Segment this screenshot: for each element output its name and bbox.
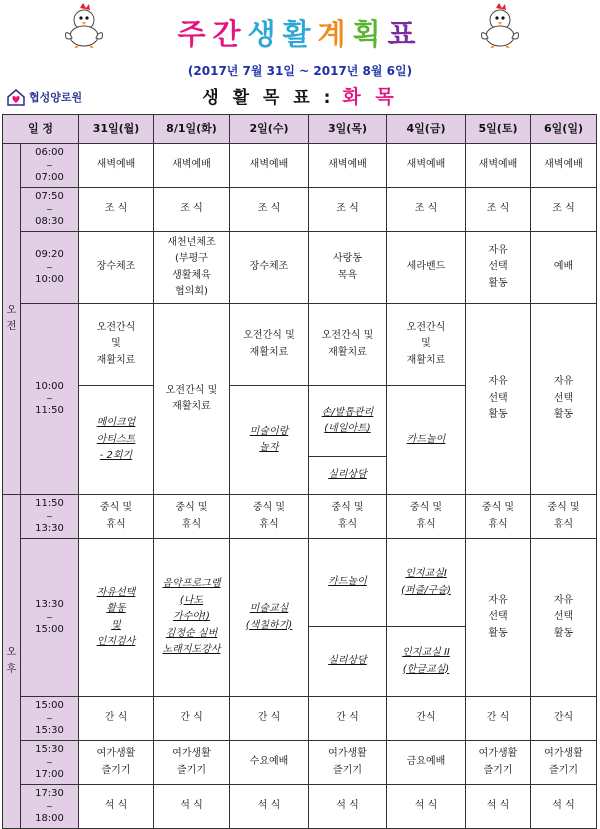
- title-char: 계: [317, 17, 353, 51]
- cell-line: 장수체조: [249, 261, 289, 273]
- activity-cell: 새벽예배: [387, 144, 466, 188]
- cell-line: 휴식: [553, 518, 574, 530]
- time-start: 07:50: [35, 191, 64, 202]
- page-title: [0, 12, 600, 53]
- activity-cell: 새벽예배: [466, 144, 531, 188]
- activity-cell: [309, 741, 387, 785]
- activity-cell: [466, 495, 531, 539]
- cell-line: 즐기기: [177, 764, 206, 776]
- activity-cell: 간 식: [79, 697, 154, 741]
- time-start: 15:00: [35, 700, 64, 711]
- time-slot: [21, 697, 79, 741]
- schedule-table: [2, 114, 597, 829]
- cell-line: 선택: [553, 611, 574, 623]
- cell-line: (부평구: [175, 253, 208, 264]
- cell-line: 장수체조: [96, 261, 136, 273]
- activity-cell: [154, 741, 230, 785]
- cell-line: 중식 및: [175, 502, 208, 513]
- time-sep: ~: [46, 757, 53, 767]
- cell-line: 휴식: [337, 518, 358, 530]
- activity-cell: [79, 304, 154, 386]
- time-slot: [21, 741, 79, 785]
- schedule-row: [3, 188, 597, 232]
- cell-line: 미술교실: [249, 603, 289, 614]
- cell-line: 오전간식 및: [321, 330, 374, 341]
- cell-line: 재활치료: [249, 346, 289, 358]
- cell-line: 즐기기: [549, 764, 578, 776]
- cell-line: 카드놀이: [328, 576, 367, 588]
- cell-line: 자유: [553, 376, 574, 388]
- activity-cell: 새벽예배: [79, 144, 154, 188]
- cell-line: 여가생활: [172, 748, 211, 759]
- cell-line: 휴식: [488, 518, 508, 530]
- cell-line: 즐기기: [333, 764, 362, 776]
- activity-cell: [531, 304, 597, 495]
- cell-line: 카드놀이: [406, 433, 446, 445]
- cell-line: 및: [111, 338, 121, 350]
- cell-line: 중식 및: [331, 502, 364, 513]
- activity-cell: 간 식: [466, 697, 531, 741]
- activity-cell: [531, 539, 597, 697]
- cell-line: 자유선택: [96, 586, 136, 598]
- time-end: 17:00: [35, 768, 64, 780]
- cell-line: 오전간식: [96, 321, 136, 333]
- cell-line: 오전간식: [406, 321, 446, 333]
- activity-cell: 간식: [531, 697, 597, 741]
- cell-line: 인지교실 II: [402, 647, 450, 658]
- time-sep: ~: [46, 511, 53, 521]
- cell-line: 휴식: [106, 518, 126, 530]
- title-char: 활: [282, 17, 318, 51]
- cell-line: 중식 및: [99, 502, 133, 513]
- program-cell: [309, 627, 387, 697]
- activity-cell: 석 식: [466, 785, 531, 829]
- cell-line: (한글교실): [402, 663, 450, 675]
- activity-cell: 새벽예배: [309, 144, 387, 188]
- schedule-row: [3, 304, 597, 386]
- activity-cell: 석 식: [531, 785, 597, 829]
- activity-cell: 간 식: [154, 697, 230, 741]
- program-cell: [387, 386, 466, 495]
- time-slot: [21, 304, 79, 495]
- time-end: 15:00: [35, 623, 64, 635]
- activity-cell: 새벽예배: [154, 144, 230, 188]
- activity-cell: [154, 304, 230, 495]
- cell-line: 활동: [106, 603, 126, 614]
- program-cell: [79, 539, 154, 697]
- cell-line: (색칠하기): [245, 619, 293, 631]
- schedule-row: [3, 495, 597, 539]
- cell-line: 금요예배: [406, 756, 446, 768]
- time-end: 11:50: [35, 405, 64, 416]
- cell-line: - 2회기: [99, 450, 133, 462]
- cell-line: 자유: [488, 594, 508, 606]
- activity-cell: 새벽예배: [230, 144, 309, 188]
- cell-line: 휴식: [181, 518, 202, 530]
- activity-cell: [466, 232, 531, 304]
- activity-cell: 간 식: [309, 697, 387, 741]
- activity-cell: [230, 495, 309, 539]
- schedule-header: 일 정: [3, 115, 79, 144]
- title-char: 생: [247, 17, 283, 51]
- day-header: 2일(수): [230, 115, 309, 144]
- title-char: 간: [212, 17, 248, 51]
- time-slot: [21, 232, 79, 304]
- activity-cell: 석 식: [79, 785, 154, 829]
- activity-cell: [466, 539, 531, 697]
- activity-cell: [531, 495, 597, 539]
- activity-cell: [466, 741, 531, 785]
- cell-line: 자유: [553, 594, 574, 606]
- program-cell: [154, 539, 230, 697]
- org-name: 협성양로원: [29, 91, 83, 104]
- cell-line: (퍼즐/구슬): [401, 584, 451, 596]
- cell-line: 생활체육: [172, 269, 211, 281]
- cell-line: 여가생활: [96, 748, 136, 759]
- cell-line: 오전간식 및: [243, 330, 295, 341]
- cell-line: 즐기기: [483, 764, 513, 776]
- time-end: 10:00: [35, 273, 64, 285]
- activity-cell: [79, 495, 154, 539]
- cell-line: 음악프로그램: [162, 578, 221, 590]
- cell-line: 여가생활: [478, 748, 518, 759]
- activity-cell: 새벽예배: [531, 144, 597, 188]
- activity-cell: [309, 495, 387, 539]
- activity-cell: [230, 304, 309, 386]
- day-header: 3일(목): [309, 115, 387, 144]
- time-start: 10:00: [35, 380, 64, 392]
- time-sep: ~: [46, 394, 53, 403]
- cell-line: 활동: [553, 627, 574, 639]
- cell-line: 가수야!): [173, 611, 210, 623]
- cell-line: 재활치료: [172, 401, 211, 412]
- activity-cell: [154, 495, 230, 539]
- program-cell: [79, 386, 154, 495]
- cell-line: 선택: [488, 261, 508, 273]
- activity-cell: [79, 232, 154, 304]
- title-char: 주: [177, 17, 213, 51]
- activity-cell: 간 식: [230, 697, 309, 741]
- day-header: 6일(일): [531, 115, 597, 144]
- activity-cell: [387, 741, 466, 785]
- cell-line: 휴식: [416, 518, 436, 530]
- goal-label: 생 활 목 표 :: [202, 88, 335, 108]
- cell-line: 선택: [553, 392, 574, 404]
- cell-line: 활동: [488, 277, 508, 289]
- program-cell: [309, 539, 387, 627]
- time-start: 11:50: [35, 498, 64, 509]
- activity-cell: 간식: [387, 697, 466, 741]
- time-sep: ~: [46, 160, 53, 170]
- time-sep: ~: [46, 204, 53, 214]
- day-header: 8/1일(화): [154, 115, 230, 144]
- program-cell: [309, 457, 387, 495]
- cell-line: 오전간식 및: [165, 384, 218, 396]
- cell-line: 미술이랑: [249, 425, 289, 437]
- time-start: 17:30: [35, 788, 64, 799]
- cell-line: 예배: [553, 261, 574, 273]
- title-char: 획: [352, 17, 388, 51]
- activity-cell: [230, 741, 309, 785]
- cell-line: 사랑동: [333, 253, 362, 264]
- time-end: 08:30: [35, 215, 64, 227]
- time-end: 07:00: [35, 171, 64, 183]
- cell-line: 즐기기: [101, 764, 131, 776]
- cell-line: 재활치료: [96, 354, 136, 366]
- schedule-row: [3, 697, 597, 741]
- cell-line: 휴식: [259, 518, 279, 530]
- activity-cell: [531, 741, 597, 785]
- header-row: [3, 115, 597, 144]
- time-start: 09:20: [35, 249, 64, 260]
- time-end: 13:30: [35, 522, 64, 534]
- time-slot: [21, 188, 79, 232]
- cell-line: 실리상담: [328, 469, 367, 481]
- cell-line: 아티스트: [96, 433, 136, 445]
- activity-cell: [387, 304, 466, 386]
- cell-line: 중식 및: [547, 502, 580, 513]
- time-sep: ~: [46, 612, 53, 622]
- activity-cell: [230, 232, 309, 304]
- cell-line: 재활치료: [328, 346, 367, 358]
- time-slot: [21, 539, 79, 697]
- day-header: 5일(토): [466, 115, 531, 144]
- activity-cell: [387, 232, 466, 304]
- schedule-row: [3, 785, 597, 829]
- program-cell: [387, 539, 466, 627]
- activity-cell: [466, 304, 531, 495]
- cell-line: 인지교실I: [405, 568, 447, 579]
- schedule-period: (2017년 7월 31일 ~ 2017년 8월 6일): [187, 64, 413, 78]
- activity-cell: 석 식: [154, 785, 230, 829]
- time-end: 15:30: [35, 724, 64, 736]
- cell-line: 인지검사: [96, 636, 136, 647]
- cell-line: 실리상담: [328, 655, 367, 667]
- cell-line: 김정순 실버: [165, 627, 218, 639]
- day-header: 31일(월): [79, 115, 154, 144]
- program-cell: [309, 386, 387, 457]
- cell-line: 손/발톱관리: [321, 406, 374, 418]
- activity-cell: [309, 232, 387, 304]
- cell-line: 재활치료: [406, 354, 446, 366]
- cell-line: 협의회): [175, 286, 208, 297]
- title-char: 표: [387, 17, 423, 51]
- cell-line: 새천년체조: [167, 236, 216, 248]
- period-label: 오 전: [3, 144, 21, 495]
- time-sep: ~: [46, 262, 53, 272]
- activity-cell: [387, 495, 466, 539]
- activity-cell: 조 식: [387, 188, 466, 232]
- time-end: 18:00: [35, 812, 64, 824]
- activity-cell: 석 식: [230, 785, 309, 829]
- time-sep: ~: [46, 801, 53, 811]
- period-label: 오 후: [3, 495, 21, 829]
- activity-cell: [309, 304, 387, 386]
- time-slot: [21, 144, 79, 188]
- cell-line: 메이크업: [96, 417, 136, 429]
- cell-line: 활동: [488, 627, 508, 639]
- activity-cell: 조 식: [531, 188, 597, 232]
- activity-cell: 조 식: [79, 188, 154, 232]
- day-header: 4일(금): [387, 115, 466, 144]
- activity-cell: 석 식: [309, 785, 387, 829]
- cell-line: 세라밴드: [406, 261, 446, 273]
- cell-line: 놀자: [259, 442, 279, 453]
- cell-line: 및: [111, 619, 121, 631]
- cell-line: (나도: [179, 594, 204, 606]
- program-cell: [230, 386, 309, 495]
- time-start: 06:00: [35, 147, 64, 158]
- cell-line: 중식 및: [252, 502, 286, 513]
- activity-cell: 석 식: [387, 785, 466, 829]
- cell-line: 여가생활: [328, 748, 367, 759]
- schedule-row: [3, 144, 597, 188]
- schedule-row: [3, 539, 597, 627]
- program-cell: [230, 539, 309, 697]
- time-slot: [21, 785, 79, 829]
- life-goal: [0, 82, 600, 109]
- activity-cell: 조 식: [309, 188, 387, 232]
- cell-line: 자유: [488, 376, 508, 388]
- activity-cell: [531, 232, 597, 304]
- cell-line: 목욕: [337, 269, 358, 281]
- cell-line: 활동: [488, 409, 508, 421]
- cell-line: 선택: [488, 611, 508, 623]
- activity-cell: [154, 232, 230, 304]
- schedule-row: [3, 741, 597, 785]
- time-start: 15:30: [35, 744, 64, 755]
- activity-cell: [79, 741, 154, 785]
- time-slot: [21, 495, 79, 539]
- cell-line: 자유: [488, 244, 508, 256]
- cell-line: 활동: [553, 409, 574, 421]
- cell-line: 수요예배: [249, 756, 289, 768]
- program-cell: [387, 627, 466, 697]
- activity-cell: 조 식: [230, 188, 309, 232]
- cell-line: 및: [421, 338, 431, 350]
- activity-cell: 조 식: [466, 188, 531, 232]
- cell-line: 중식 및: [481, 502, 515, 513]
- schedule-row: [3, 232, 597, 304]
- time-start: 13:30: [35, 599, 64, 610]
- cell-line: 중식 및: [409, 502, 443, 513]
- cell-line: 노래지도강사: [162, 644, 221, 656]
- cell-line: (네일아트): [324, 423, 371, 434]
- cell-line: 여가생활: [544, 748, 583, 759]
- goal-value: 화 목: [342, 86, 398, 108]
- activity-cell: 조 식: [154, 188, 230, 232]
- cell-line: 선택: [488, 392, 508, 404]
- time-sep: ~: [46, 713, 53, 723]
